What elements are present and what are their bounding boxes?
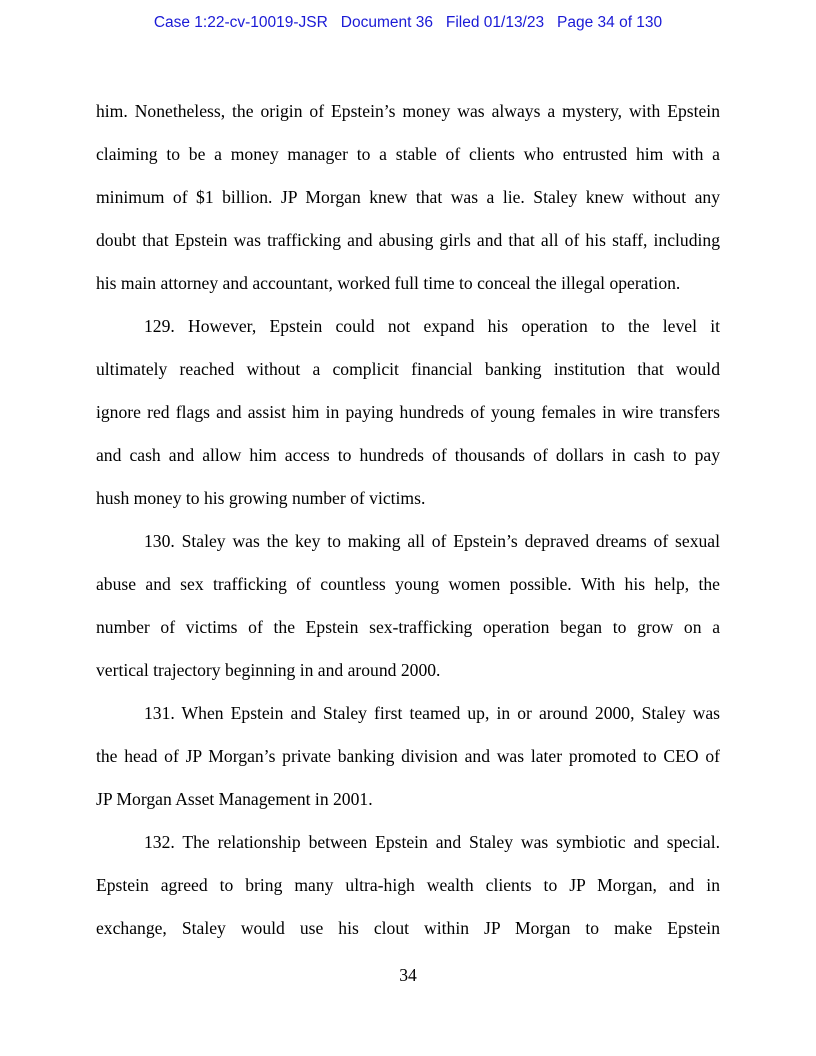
text-line: the head of JP Morgan’s private banking division and was later promoted to CEO of (96, 746, 720, 766)
text-line: hush money to his growing number of victims. (96, 488, 426, 508)
text-line: 130. Staley was the key to making all of Epstein’s depraved dreams of sexual (144, 531, 720, 551)
case-header: Case 1:22-cv-10019-JSR Document 36 Filed 01/13/23 Page 34 of 130 (153, 14, 663, 31)
paragraph-130 (96, 520, 720, 692)
text-line: abuse and sex trafficking of countless young women possible. With his help, the (96, 574, 720, 594)
text-line: number of victims of the Epstein sex-trafficking operation began to grow on a (96, 617, 720, 637)
text-line: ultimately reached without a complicit financial banking institution that would (96, 359, 720, 379)
text-line: doubt that Epstein was trafficking and abusing girls and that all of his staff, including (96, 230, 720, 250)
text-line: Epstein agreed to bring many ultra-high wealth clients to JP Morgan, and in (96, 875, 720, 895)
text-line: him. Nonetheless, the origin of Epstein’s money was always a mystery, with Epstein (96, 101, 720, 121)
document-body (96, 90, 720, 950)
paragraph-131 (96, 692, 720, 821)
paragraph-132 (96, 821, 720, 950)
paragraph-129 (96, 305, 720, 520)
page-number: 34 (399, 965, 417, 985)
text-line: claiming to be a money manager to a stable of clients who entrusted him with a (96, 144, 720, 164)
text-line: JP Morgan Asset Management in 2001. (96, 789, 373, 809)
text-line: vertical trajectory beginning in and around 2000. (96, 660, 441, 680)
paragraph-continuation (96, 90, 720, 305)
text-line: ignore red flags and assist him in paying hundreds of young females in wire transfers (96, 402, 720, 422)
text-line: 129. However, Epstein could not expand his operation to the level it (144, 316, 720, 336)
text-line: 131. When Epstein and Staley first teamed up, in or around 2000, Staley was (144, 703, 720, 723)
text-line: exchange, Staley would use his clout within JP Morgan to make Epstein (96, 918, 720, 938)
text-line: 132. The relationship between Epstein and Staley was symbiotic and special. (144, 832, 720, 852)
text-line: his main attorney and accountant, worked full time to conceal the illegal operation. (96, 273, 681, 293)
text-line: minimum of $1 billion. JP Morgan knew that was a lie. Staley knew without any (96, 187, 720, 207)
text-line: and cash and allow him access to hundreds of thousands of dollars in cash to pay (96, 445, 720, 465)
